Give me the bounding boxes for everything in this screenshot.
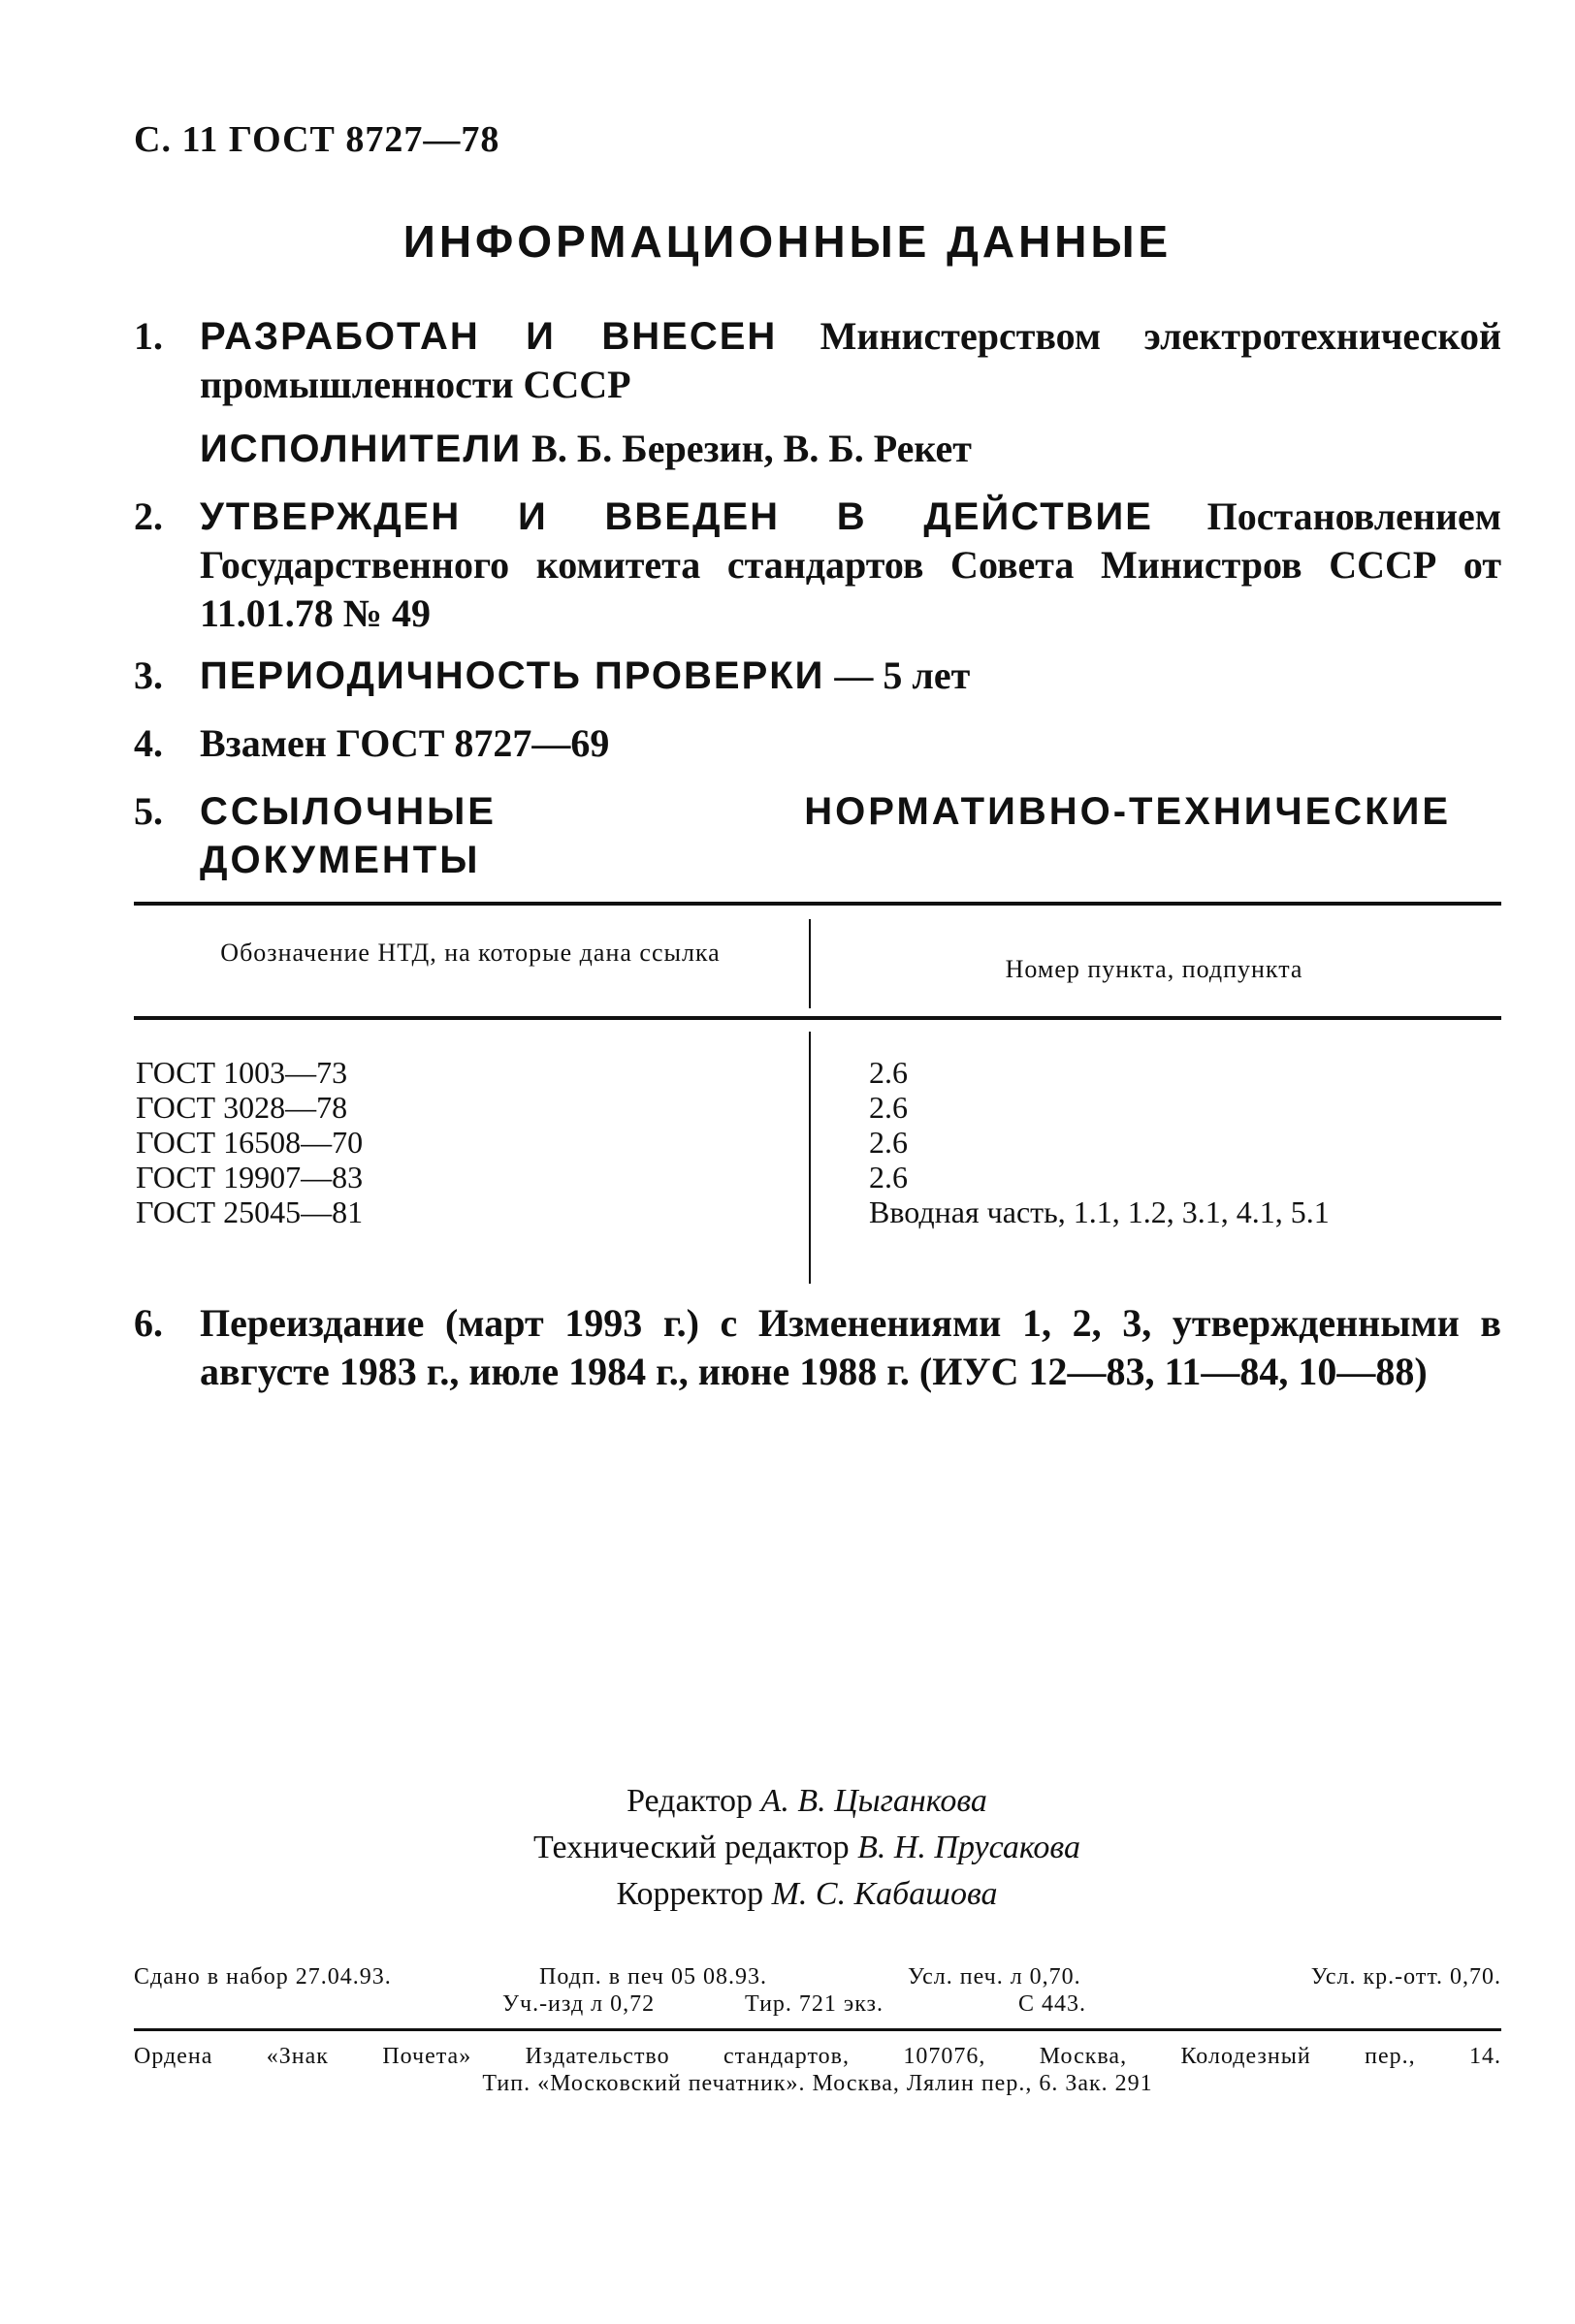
item-heading: ПЕРИОДИЧНОСТЬ ПРОВЕРКИ [200,654,825,697]
credit-name: В. Н. Прусакова [857,1830,1080,1865]
imprint-pub-sheets: Уч.-изд л 0,72 [502,1991,656,2017]
imprint-print-run: Тир. 721 экз. [745,1991,884,2017]
item-performers [134,425,1501,473]
page-header: С. 11 ГОСТ 8727—78 [134,119,500,160]
credit-label: Технический редактор [533,1830,850,1865]
item-text: Переиздание (март 1993 г.) с Изменениями 1, 2, 3, утвержденными в августе 1983 г., июле 1984 г., июне 1988 г. (ИУС 12—83, 11—84, 10—88) [200,1301,1501,1393]
table-body-divider [809,1032,811,1284]
table-cell-ntd: ГОСТ 3028—78 [136,1090,348,1125]
item-number: 4. [134,721,163,765]
item-number: 1. [134,314,163,358]
imprint-signed: Подп. в печ 05 08.93. [539,1964,767,1990]
item-6 [134,1299,1501,1396]
item-4 [134,719,1501,768]
item-heading: УТВЕРЖДЕН И ВВЕДЕН В ДЕЙСТВИЕ [200,495,1153,538]
item-1 [134,312,1501,409]
table-cell-clause: Вводная часть, 1.1, 1.2, 3.1, 4.1, 5.1 [869,1194,1330,1229]
item-number: 6. [134,1301,163,1345]
credits-block [0,1778,1575,1918]
credit-label: Корректор [616,1876,764,1912]
item-number: 2. [134,494,163,538]
item-text: В. Б. Березин, В. Б. Рекет [522,427,972,470]
item-heading: ИСПОЛНИТЕЛИ [200,428,523,470]
table-cell-ntd: ГОСТ 1003—73 [136,1055,348,1090]
table-header-clause: Номер пункта, подпункта [1005,955,1303,983]
table-header-ntd: Обозначение НТД, на которые дана ссылка [220,939,721,967]
credit-editor [39,1778,1575,1825]
table-cell-clause: 2.6 [869,1055,908,1090]
item-3 [134,652,1501,700]
imprint-publisher: Ордена «Знак Почета» Издательство стандартов, 107076, Москва, Колодезный пер., 14. [134,2044,1501,2069]
table-header-divider [809,919,811,1008]
imprint-code: С 443. [1018,1991,1087,2017]
credit-proofreader [39,1871,1575,1918]
item-5 [134,787,1501,884]
table-header-rule [134,1016,1501,1020]
item-heading: РАЗРАБОТАН И ВНЕСЕН [200,315,778,358]
credit-tech-editor [39,1825,1575,1871]
credit-name: А. В. Цыганкова [760,1783,987,1819]
imprint-color-prints: Усл. кр.-отт. 0,70. [1310,1964,1501,1990]
page-title: ИНФОРМАЦИОННЫЕ ДАННЫЕ [402,216,1173,267]
table-cell-clause: 2.6 [869,1125,908,1160]
item-text: Министерством электротехнической промышленности СССР [200,314,1501,406]
table-cell-ntd: ГОСТ 16508—70 [136,1125,364,1160]
imprint-typeset: Сдано в набор 27.04.93. [134,1964,392,1990]
table-cell-clause: 2.6 [869,1090,908,1125]
table-cell-clause: 2.6 [869,1160,908,1194]
credit-label: Редактор [627,1783,754,1819]
item-text: Взамен ГОСТ 8727—69 [200,721,610,765]
table-cell-ntd: ГОСТ 19907—83 [136,1160,364,1194]
table-cell-ntd: ГОСТ 25045—81 [136,1194,364,1229]
credit-name: М. С. Кабашова [771,1876,998,1912]
item-number: 5. [134,789,163,833]
item-text: Постановлением Государственного комитета стандартов Совета Министров СССР от 11.01.78 № 49 [200,494,1502,635]
table-top-rule [134,902,1501,906]
imprint-printer: Тип. «Московский печатник». Москва, Лялин пер., 6. Зак. 291 [482,2071,1153,2096]
item-heading: ССЫЛОЧНЫЕ НОРМАТИВНО-ТЕХНИЧЕСКИЕ ДОКУМЕНТЫ [200,790,1451,881]
item-number: 3. [134,653,163,697]
item-text: — 5 лет [824,653,971,697]
imprint-print-sheets: Усл. печ. л 0,70. [908,1964,1081,1990]
item-2 [134,493,1501,638]
imprint-rule [134,2028,1501,2031]
